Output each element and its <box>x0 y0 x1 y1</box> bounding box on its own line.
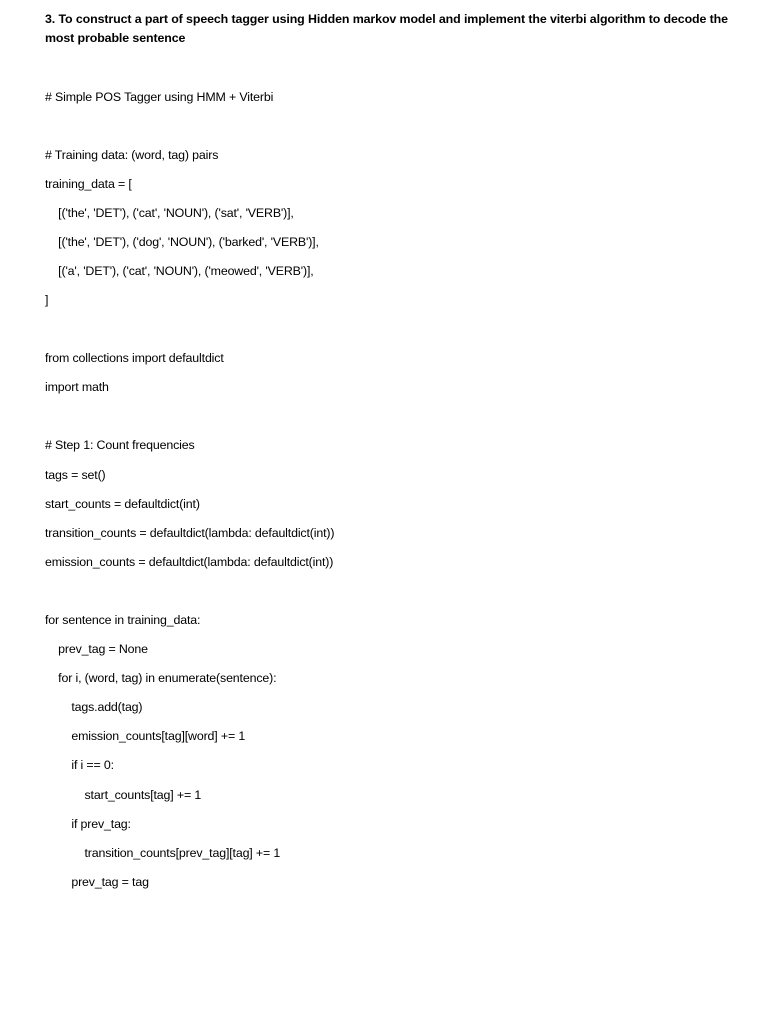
code-line: prev_tag = tag <box>45 875 149 889</box>
question-heading: 3. To construct a part of speech tagger using Hidden markov model and implement the viterbi algorithm to decode the most probable sentence <box>45 12 728 45</box>
code-line: if i == 0: <box>45 758 114 772</box>
code-line: start_counts[tag] += 1 <box>45 788 202 802</box>
code-line: transition_counts = defaultdict(lambda: defaultdict(int)) <box>45 526 335 540</box>
code-line: ] <box>45 293 49 307</box>
code-line: import math <box>45 380 109 394</box>
code-line: emission_counts = defaultdict(lambda: defaultdict(int)) <box>45 555 334 569</box>
code-line: # Training data: (word, tag) pairs <box>45 148 219 162</box>
code-line: [('a', 'DET'), ('cat', 'NOUN'), ('meowed', 'VERB')], <box>45 264 314 278</box>
code-line: start_counts = defaultdict(int) <box>45 497 200 511</box>
code-line: prev_tag = None <box>45 642 148 656</box>
code-line: from collections import defaultdict <box>45 351 224 365</box>
code-line: # Step 1: Count frequencies <box>45 438 195 452</box>
code-line: [('the', 'DET'), ('dog', 'NOUN'), ('barked', 'VERB')], <box>45 235 319 249</box>
code-line: emission_counts[tag][word] += 1 <box>45 729 246 743</box>
code-line: transition_counts[prev_tag][tag] += 1 <box>45 846 281 860</box>
code-line: for sentence in training_data: <box>45 613 201 627</box>
code-line: for i, (word, tag) in enumerate(sentence): <box>45 671 277 685</box>
code-line: tags = set() <box>45 468 106 482</box>
code-line: tags.add(tag) <box>45 700 143 714</box>
code-line: training_data = [ <box>45 177 132 191</box>
code-line: # Simple POS Tagger using HMM + Viterbi <box>45 90 274 104</box>
code-line: if prev_tag: <box>45 817 131 831</box>
code-line: [('the', 'DET'), ('cat', 'NOUN'), ('sat', 'VERB')], <box>45 206 294 220</box>
